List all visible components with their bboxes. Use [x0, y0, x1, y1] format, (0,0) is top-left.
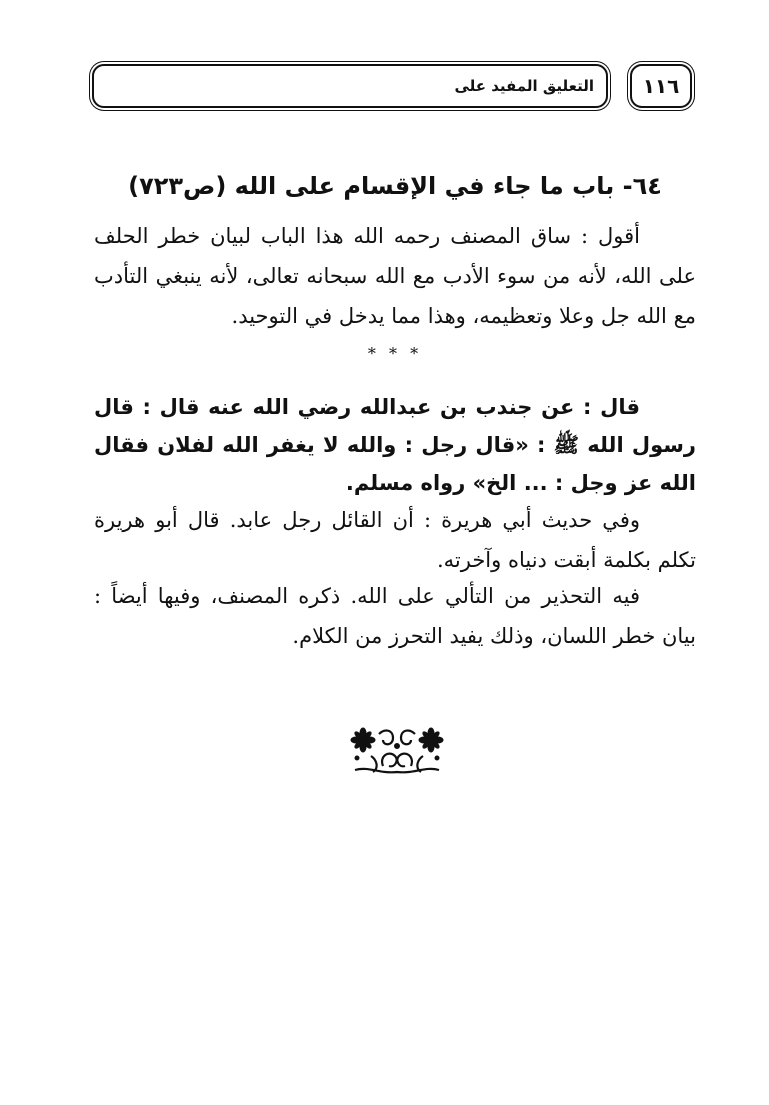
running-header	[92, 64, 692, 108]
section-separator: * * *	[367, 344, 423, 363]
header-title-frame	[92, 64, 608, 108]
chapter-title: ٦٤- باب ما جاء في الإقسام على الله (ص٧٢٣)	[128, 172, 662, 200]
commentary-paragraph-1: وفي حديث أبي هريرة : أن القائل رجل عابد. قال أبو هريرة تكلم بكلمة أبقت دنياه وآخرته.	[94, 508, 696, 572]
commentary-section-2	[94, 576, 696, 656]
hadith-text: قال : عن جندب بن عبدالله رضي الله عنه قال : قال رسول الله ﷺ : «قال رجل : والله لا يغفر الله لفلان فقال الله عز وجل : ... الخ» رواه مسلم.	[94, 395, 696, 495]
intro-section	[94, 216, 696, 336]
page-number-frame	[630, 64, 692, 108]
page-number: ١١٦	[642, 74, 680, 98]
intro-paragraph: أقول : ساق المصنف رحمه الله هذا الباب لبيان خطر الحلف على الله، لأنه من سوء الأدب مع الله سبحانه تعالى، لأنه ينبغي التأدب مع الله جل وعلا وتعظيمه، وهذا مما يدخل في التوحيد.	[94, 224, 696, 328]
commentary-section-1	[94, 500, 696, 580]
commentary-paragraph-2: فيه التحذير من التألي على الله. ذكره المصنف، وفيها أيضاً : بيان خطر اللسان، وذلك يفيد التحرز من الكلام.	[94, 584, 696, 648]
floral-ornament-icon	[349, 726, 445, 776]
header-title: التعليق المفيد على	[454, 77, 594, 95]
hadith-section	[94, 388, 696, 502]
